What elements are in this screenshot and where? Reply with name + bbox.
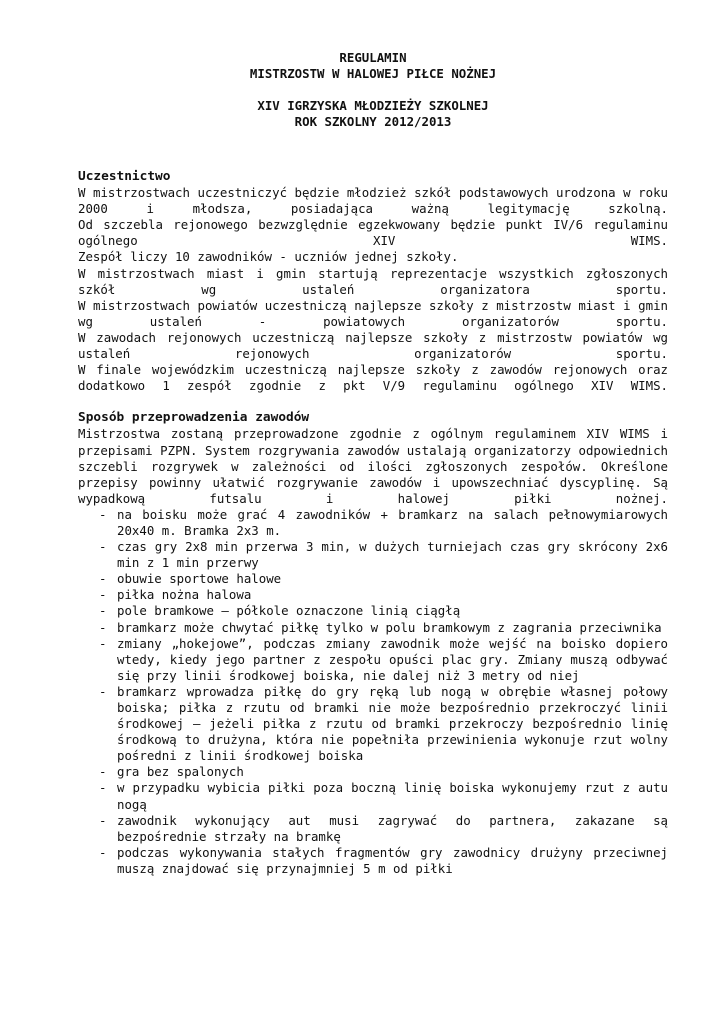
bullet-dash: - [99, 571, 107, 587]
title-line-regulamin: REGULAMIN [339, 50, 407, 65]
rule-text: bramkarz może chwytać piłkę tylko w polu bramkowym z zagrania przeciwnika [117, 619, 662, 635]
list-item [78, 780, 668, 812]
bullet-dash: - [99, 780, 107, 796]
participants-paragraph: W zawodach rejonowych uczestniczą najlepsze szkoły z mistrzostw powiatów wg ustaleń rejonowych organizatorów sportu. [78, 329, 668, 362]
title-line-championship: MISTRZOSTW W HALOWEJ PIŁCE NOŻNEJ [249, 66, 497, 82]
participants-paragraph: W mistrzostwach uczestniczyć będzie młodzież szkół podstawowych urodzona w roku 2000 i młodsza, posiadająca ważną legitymację szkolną. [78, 185, 668, 217]
document-body [78, 169, 668, 877]
list-item [78, 813, 668, 845]
list-item [78, 603, 668, 619]
rule-text: pole bramkowe – półkole oznaczone linią ciągłą [117, 603, 461, 619]
section-conduct [78, 410, 668, 877]
participants-paragraph: W finale wojewódzkim uczestniczą najlepsze szkoły z zawodów rejonowych oraz dodatkowo 1 zespół zgodnie z pkt V/9 regulaminu ogólnego XIV WIMS. [78, 362, 668, 394]
bullet-dash: - [99, 506, 107, 522]
rules-list [78, 507, 668, 877]
participants-heading: Uczestnictwo [78, 169, 171, 184]
bullet-dash: - [99, 635, 107, 651]
rule-text: podczas wykonywania stałych fragmentów gry zawodnicy drużyny przeciwnej muszą znajdować się przynajmniej 5 m od piłki [117, 844, 668, 876]
participants-paragraph: Od szczebla rejonowego bezwzględnie egzekwowany będzie punkt IV/6 regulaminu ogólnego XIV WIMS. [78, 217, 668, 249]
rule-text: na boisku może grać 4 zawodników + bramkarz na salach pełnowymiarowych 20x40 m. Bramka 2x3 m. [117, 506, 668, 538]
rule-text: obuwie sportowe halowe [117, 571, 282, 587]
list-item [78, 845, 668, 877]
bullet-dash: - [99, 587, 107, 603]
conduct-intro: Mistrzostwa zostaną przeprowadzone zgodnie z ogólnym regulaminem XIV WIMS i przepisami PZPN. System rozgrywania zawodów ustalają organizatorzy odpowiednich szczebli rozgrywek w zależności od ilości zgłoszonych zespołów. Określone przepisy powinny ułatwić rozgrywanie zawodów i upowszechniać dyscyplinę. Są wypadkową futsalu i halowej piłki nożnej. [78, 426, 668, 506]
bullet-dash: - [99, 812, 107, 828]
bullet-dash: - [99, 603, 107, 619]
list-item [78, 620, 668, 636]
rule-text: piłka nożna halowa [117, 587, 252, 603]
conduct-heading: Sposób przeprowadzenia zawodów [78, 410, 310, 426]
title-line-games: XIV IGRZYSKA MŁODZIEŻY SZKOLNEJ [257, 98, 489, 114]
document-title [78, 50, 668, 130]
bullet-dash: - [99, 844, 107, 860]
list-item [78, 684, 668, 764]
list-item [78, 587, 668, 603]
bullet-dash: - [99, 619, 107, 635]
section-participants [78, 169, 668, 394]
rule-text: zawodnik wykonujący aut musi zagrywać do partnera, zakazane są bezpośrednie strzały na bramkę [117, 812, 668, 844]
list-item [78, 507, 668, 539]
participants-paragraph: W mistrzostwach miast i gmin startują reprezentacje wszystkich zgłoszonych szkół wg ustaleń organizatora sportu. [78, 265, 668, 297]
rule-text: gra bez spalonych [117, 764, 244, 780]
rule-text: w przypadku wybicia piłki poza boczną linię boiska wykonujemy rzut z autu nogą [117, 780, 668, 812]
bullet-dash: - [99, 764, 107, 780]
rule-text: czas gry 2x8 min przerwa 3 min, w dużych turniejach czas gry skrócony 2x6 min z 1 min przerwy [117, 539, 668, 571]
list-item [78, 636, 668, 684]
participants-paragraph: Zespół liczy 10 zawodników - uczniów jednej szkoły. [78, 249, 459, 265]
list-item [78, 571, 668, 587]
title-line-school-year: ROK SZKOLNY 2012/2013 [294, 114, 452, 130]
list-item [78, 764, 668, 780]
list-item [78, 539, 668, 571]
rule-text: bramkarz wprowadza piłkę do gry ręką lub nogą w obrębie własnej połowy boiska; piłka z rzutu od bramki nie może bezpośrednio przekroczyć linii środkowej – jeżeli piłka z rzutu od bramki przekroczy bezpośrednio linię środkową to drużyna, która nie popełniła przewinienia wykonuje rzut wolny pośredni z linii środkowej boiska [117, 683, 668, 764]
bullet-dash: - [99, 539, 107, 555]
bullet-dash: - [99, 683, 107, 699]
rule-text: zmiany „hokejowe”, podczas zmiany zawodnik może wejść na boisko dopiero wtedy, kiedy jego partner z zespołu opuści plac gry. Zmiany muszą odbywać się przy linii środkowej boiska, nie dalej niż 3 metry od niej [117, 635, 668, 683]
participants-paragraph: W mistrzostwach powiatów uczestniczą najlepsze szkoły z mistrzostw miast i gmin wg ustaleń - powiatowych organizatorów sportu. [78, 297, 668, 329]
